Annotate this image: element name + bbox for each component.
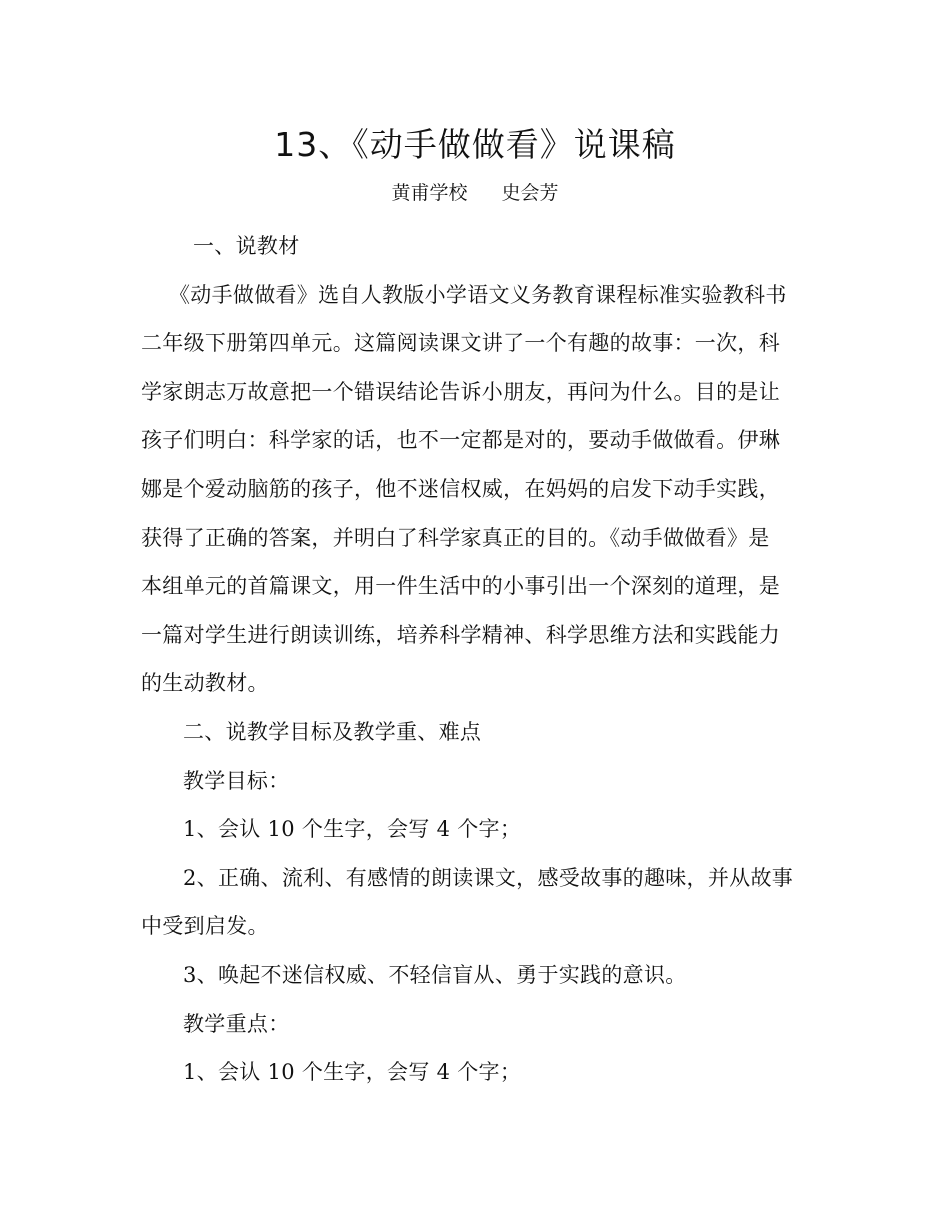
paragraph-line: 学家朗志万故意把一个错误结论告诉小朋友，再问为什么。目的是让: [141, 379, 780, 404]
section-heading: 二、说教学目标及教学重、难点: [183, 719, 482, 744]
list-item-continuation: 中受到启发。: [141, 914, 269, 939]
paragraph-line: 一篇对学生进行朗读训练，培养科学精神、科学思维方法和实践能力: [141, 622, 780, 647]
paragraph-line: 本组单元的首篇课文，用一件生活中的小事引出一个深刻的道理，是: [141, 574, 780, 599]
paragraph-line: 获得了正确的答案，并明白了科学家真正的目的。《动手做做看》是: [141, 525, 770, 550]
list-item: 1、会认 10 个生字，会写 4 个字；: [183, 817, 522, 842]
school-name: 黄甫学校: [391, 182, 468, 204]
paragraph-line: 《动手做做看》选自人教版小学语文义务教育课程标准实验教科书: [169, 282, 787, 307]
author-line: [0, 179, 950, 207]
subsection-heading: 教学目标：: [183, 768, 290, 793]
document-title: 13、《动手做做看》说课稿: [274, 125, 676, 164]
section-heading: 一、说教材: [193, 234, 300, 258]
paragraph-line: 二年级下册第四单元。这篇阅读课文讲了一个有趣的故事：一次，科: [141, 331, 780, 356]
list-item: 3、唤起不迷信权威、不轻信盲从、勇于实践的意识。: [183, 962, 687, 987]
list-item: 1、会认 10 个生字，会写 4 个字；: [183, 1060, 522, 1085]
paragraph-line: 娜是个爱动脑筋的孩子，他不迷信权威，在妈妈的启发下动手实践，: [141, 476, 780, 501]
paragraph-line: 的生动教材。: [141, 671, 269, 696]
subsection-heading: 教学重点：: [183, 1011, 290, 1036]
author-name: 史会芳: [501, 182, 559, 204]
paragraph-line: 孩子们明白：科学家的话，也不一定都是对的，要动手做做看。伊琳: [141, 428, 780, 453]
document-body: [141, 222, 811, 1097]
list-item: 2、正确、流利、有感情的朗读课文，感受故事的趣味，并从故事: [183, 865, 794, 890]
